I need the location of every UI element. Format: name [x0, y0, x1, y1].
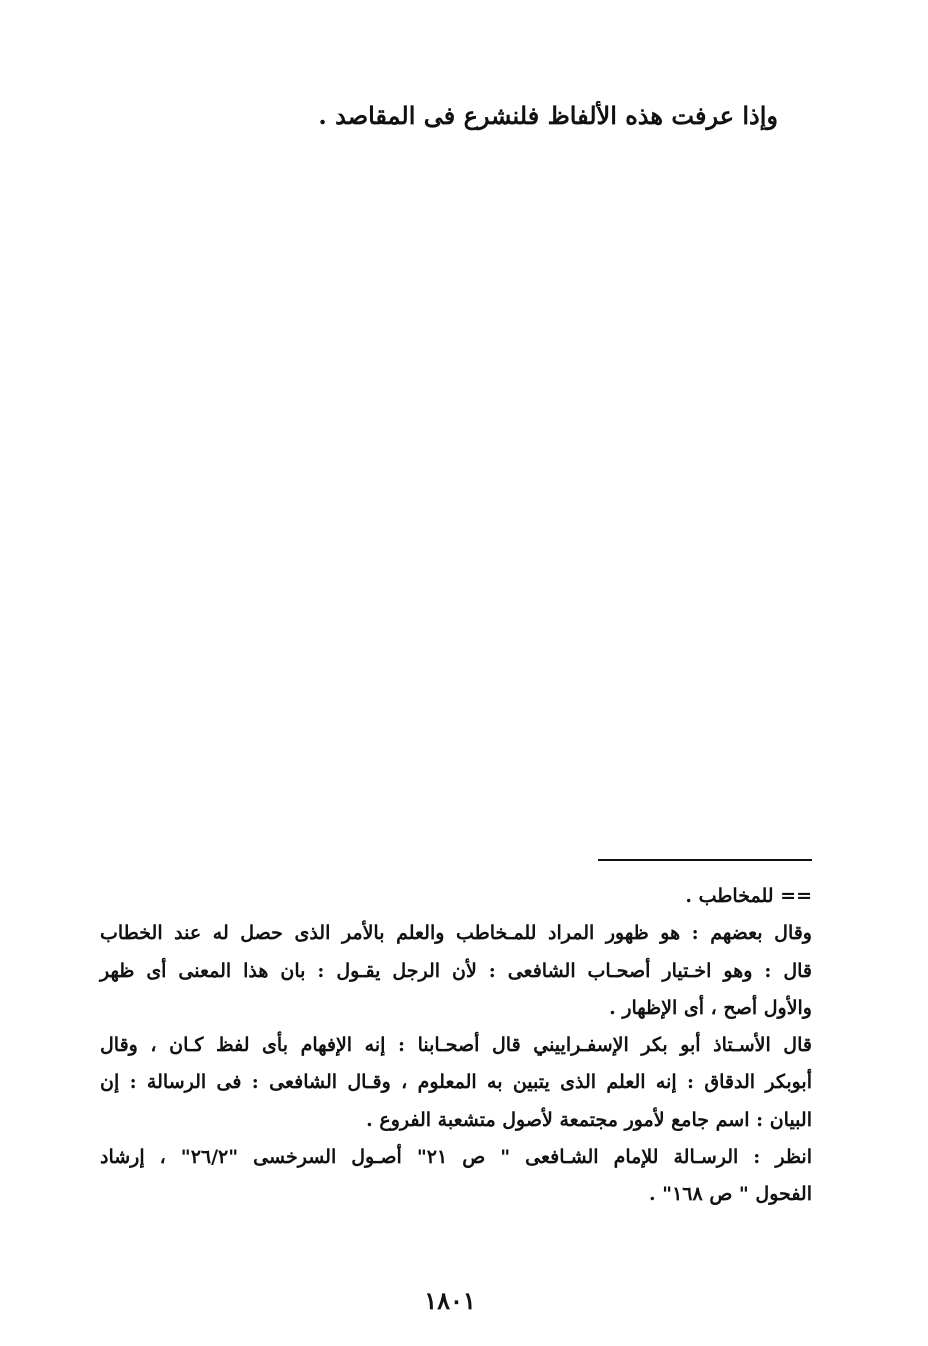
footnote-separator	[598, 859, 812, 861]
footnote-line: الفحول " ص ١٦٨" .	[648, 1183, 812, 1206]
footnote-line: البيان : اسم جامع لأمور مجتمعة لأصول متشعبة الفروع .	[366, 1108, 812, 1131]
page-number: ١٨٠١	[424, 1286, 476, 1315]
footnote-line: قال : وهو اخـتيار أصحـاب الشافعى : لأن الرجل يقـول : بان هذا المعنى أى ظهر	[100, 959, 812, 982]
footnote-line: == للمخاطب .	[685, 885, 812, 907]
footnote-line: والأول أصح ، أى الإظهار .	[609, 996, 812, 1019]
main-paragraph: وإذا عرفت هذه الألفاظ فلنشرع فى المقاصد .	[318, 101, 778, 130]
footnote-line: أبوبكر الدقاق : إنه العلم الذى يتبين به المعلوم ، وقـال الشافعى : فى الرسالة : إن	[100, 1071, 812, 1094]
footnote-line: وقال بعضهم : هو ظهور المراد للمـخاطب والعلم بالأمر الذى حصل له عند الخطاب	[100, 922, 812, 945]
footnotes-block	[100, 878, 812, 1214]
footnote-line: انظر : الرسـالة للإمام الشـافعى " ص ٢١" أصـول السرخسى "٢٦/٢" ، إرشاد	[100, 1146, 812, 1169]
footnote-line: قال الأسـتاذ أبو بكر الإسفـراييني قال أصحـابنا : إنه الإفهام بأى لفظ كـان ، وقال	[100, 1034, 812, 1057]
